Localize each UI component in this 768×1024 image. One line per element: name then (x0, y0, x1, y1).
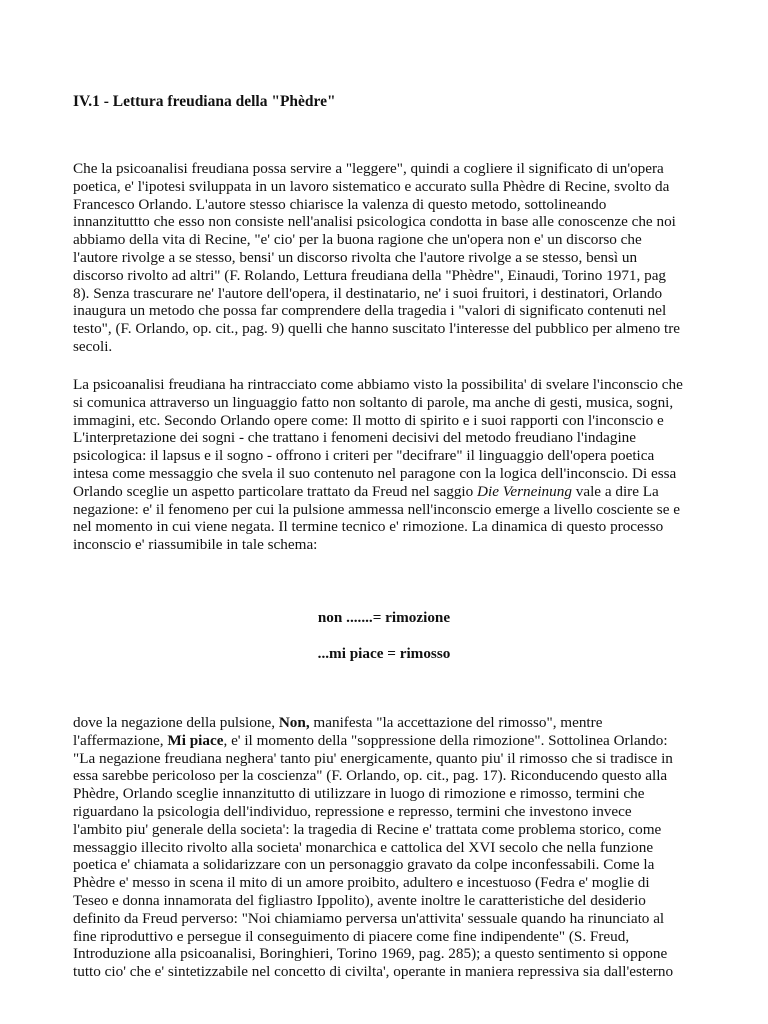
bold-term: Mi piace (167, 731, 224, 749)
text-line (73, 714, 695, 732)
text-line: testo", (F. Orlando, op. cit., pag. 9) quelli che hanno suscitato l'interesse del pubblico per almeno tre (73, 320, 681, 338)
text-line: nel momento in cui viene negata. Il termine tecnico e' rimozione. La dinamica di questo processo (73, 518, 664, 536)
text-line: Phèdre e' messo in scena il mito di un amore proibito, adultero e incestuoso (Fedra e' moglie di (73, 874, 650, 892)
paragraph-1 (73, 160, 695, 356)
text-line: definito da Freud perverso: "Noi chiamiamo perversa un'attivita' sessuale quando ha rinunciato al (73, 909, 665, 927)
text-line (73, 483, 695, 501)
text-line: Teseo e donna innamorata del figliastro Ippolito), avente inoltre le caratteristiche del desiderio (73, 891, 646, 909)
text-line (73, 732, 695, 750)
text-line: Che la psicoanalisi freudiana possa servire a "leggere", quindi a cogliere il significato di un'opera (73, 160, 664, 177)
text-line: abbiamo della vita di Recine, "e' cio' per la buona ragione che un'opera non e' un discorso che (73, 231, 642, 249)
text-line: inconscio e' riassumibile in tale schema: (73, 536, 318, 554)
text-line: immagini, etc. Secondo Orlando opere come: Il motto di spirito e i suoi rapporti con l'inconscio e (73, 411, 664, 429)
text-line: riguardano la psicologia dell'individuo, repressione e represso, termini che investono invece (73, 802, 632, 820)
schema-line-2: ...mi piace = rimosso (317, 645, 451, 662)
text-line: La psicoanalisi freudiana ha rintracciato come abbiamo visto la possibilita' di svelare l'inconscio che (73, 376, 683, 393)
text-line: Introduzione alla psicoanalisi, Boringhieri, Torino 1969, pag. 285); a questo sentimento si oppone (73, 945, 668, 963)
text-line: negazione: e' il fenomeno per cui la pulsione ammessa nell'inconscio emerge a livello cosciente se e (73, 500, 680, 518)
text-line: "La negazione freudiana neghera' tanto piu' energicamente, quanto piu' il rimosso che si tradisce in (73, 749, 673, 767)
text-line: L'interpretazione dei sogni - che trattano i fenomeni decisivi del metodo freudiano l'indagine (73, 429, 636, 447)
bold-term: Non, (278, 714, 310, 731)
text-line: si comunica attraverso un linguaggio fatto non soltanto di parole, ma anche di gesti, musica, sogni, (73, 393, 674, 411)
section-heading: IV.1 - Lettura freudiana della "Phèdre" (73, 93, 336, 110)
text-segment: , e' il momento della "soppressione della rimozione". Sottolinea Orlando: (223, 731, 668, 749)
text-segment: dove la negazione della pulsione, (73, 714, 279, 731)
paragraph-3 (73, 714, 695, 981)
text-line: secoli. (73, 337, 113, 355)
text-line: messaggio illecito rivolto alla societa' monarchica e cattolica del XVI secolo che nella funzione (73, 838, 654, 856)
text-line: intesa come messaggio che svela il suo contenuto nel paragone con la logica dell'inconscio. Di essa (73, 464, 677, 482)
text-line: Phèdre, Orlando sceglie innanzitutto di utilizzare in luogo di rimozione e rimosso, termini che (73, 785, 645, 803)
text-line: Francesco Orlando. L'autore stesso chiarisce la valenza di questo metodo, sottolineando (73, 195, 607, 213)
text-line: innanzituttto che esso non consiste nell'analisi psicologica condotta in base alle conoscenze che noi (73, 213, 676, 231)
text-line: fine riproduttivo e persegue il conseguimento di piacere come fine indipendente" (S. Freud, (73, 927, 630, 945)
text-segment: manifesta "la accettazione del rimosso", mentre (309, 714, 603, 731)
text-segment: vale a dire La (571, 482, 659, 500)
text-line: inaugura un metodo che possa far comprendere della tragedia i "valori di significato contenuti nel (73, 302, 667, 320)
text-line: essa sarebbe pericoloso per la coscienza" (F. Orlando, op. cit., pag. 17). Riconducendo questo alla (73, 767, 668, 785)
italic-title: Die Verneinung (477, 482, 572, 500)
text-segment: Orlando sceglie un aspetto particolare trattato da Freud nel saggio (73, 482, 478, 500)
text-line: discorso rivolto ad altri" (F. Rolando, Lettura freudiana della "Phèdre", Einaudi, Torino 1971, pag (73, 266, 667, 284)
text-line: poetica e' chiamata a solidarizzare con un personaggio gravato da colpe inconfessabili. Come la (73, 856, 655, 874)
text-line: l'ambito piu' generale della societa': la tragedia di Recine e' trattata come problema storico, come (73, 820, 662, 838)
text-segment: l'affermazione, (73, 731, 168, 749)
text-line: poetica, e' l'ipotesi sviluppata in un lavoro sistematico e accurato sulla Phèdre di Recine, svolto da (73, 177, 670, 195)
text-line: psicologica: il lapsus e il sogno - offrono i criteri per "decifrare" il linguaggio dell'opera poetica (73, 447, 655, 465)
text-line: 8). Senza trascurare ne' l'autore dell'opera, il destinatario, ne' i suoi fruitori, i destinatori, Orlando (73, 284, 663, 302)
text-line: tutto cio' che e' sintetizzabile nel concetto di civilta', operante in maniera repressiva sia dall'esterno (73, 963, 674, 981)
paragraph-2 (73, 376, 695, 554)
text-line: l'autore rivolge a se stesso, bensi' un discorso rivolta che l'autore rivolge a se stesso, bensì un (73, 248, 638, 266)
schema-line-1: non .......= rimozione (317, 609, 451, 626)
